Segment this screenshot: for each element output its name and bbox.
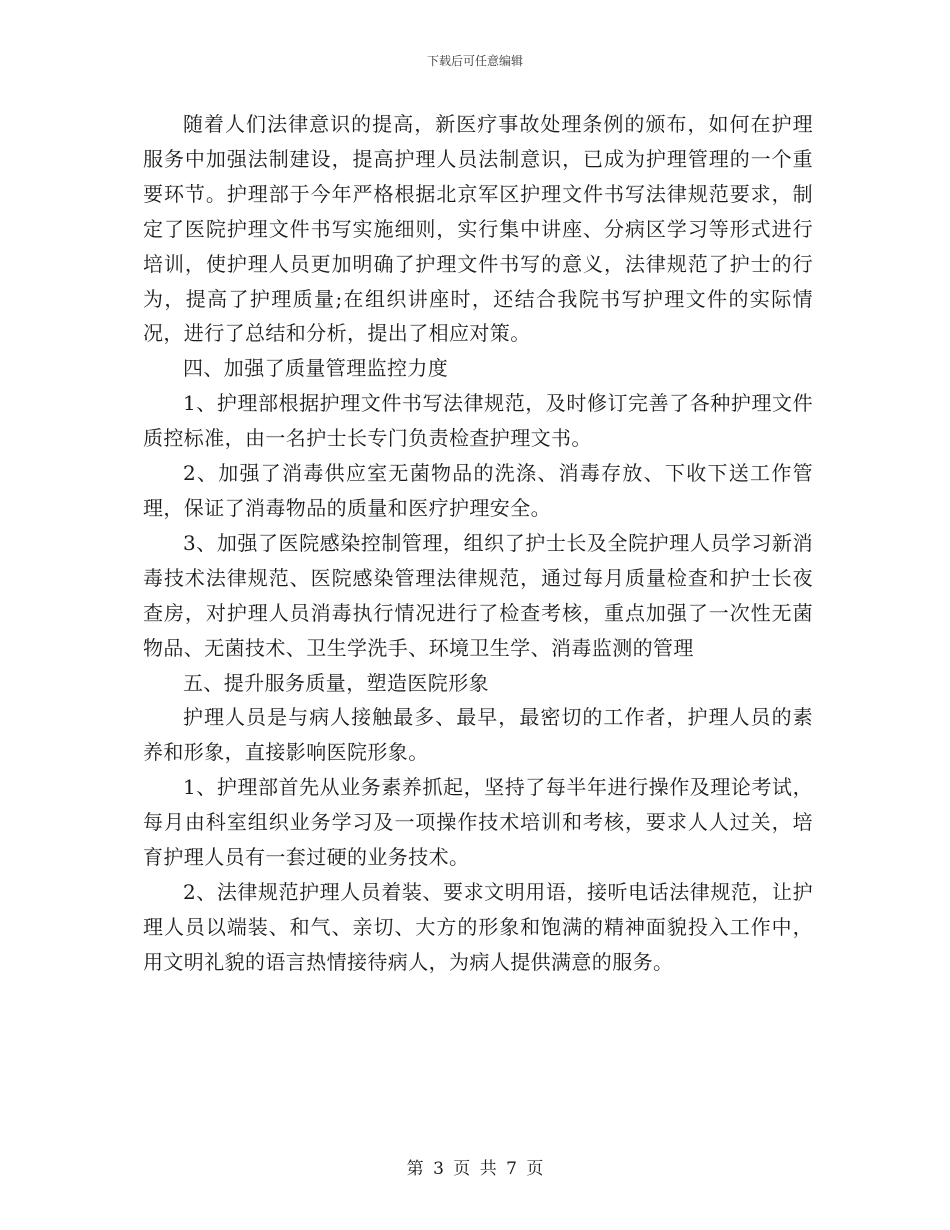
paragraph-item-3-infection-control: 3、加强了医院感染控制管理，组织了护士长及全院护理人员学习新消毒技术法律规范、医院感染管理法律规范，通过每月质量检查和护士长夜查房，对护理人员消毒执行情况进行了检查考核，重点加强了一次性无菌物品、无菌技术、卫生学洗手、环境卫生学、消毒监测的管理 [143, 530, 813, 660]
paragraph-nurse-image: 护理人员是与病人接触最多、最早，最密切的工作者，护理人员的素养和形象，直接影响医院形象。 [143, 705, 813, 765]
paragraph-item-1-training: 1、护理部首先从业务素养抓起，坚持了每半年进行操作及理论考试，每月由科室组织业务学习及一项操作技术培训和考核，要求人人过关，培育护理人员有一套过硬的业务技术。 [143, 775, 813, 870]
section-heading-quality-control: 四、加强了质量管理监控力度 [183, 356, 449, 381]
paragraph-item-2-conduct: 2、法律规范护理人员着装、要求文明用语，接听电话法律规范，让护理人员以端装、和气、亲切、大方的形象和饱满的精神面貌投入工作中，用文明礼貌的语言热情接待病人，为病人提供满意的服务。 [143, 879, 813, 974]
document-body [143, 107, 813, 980]
section-heading-service-quality: 五、提升服务质量，塑造医院形象 [183, 670, 489, 695]
paragraph-item-2-disinfection: 2、加强了消毒供应室无菌物品的洗涤、消毒存放、下收下送工作管理，保证了消毒物品的质量和医疗护理安全。 [143, 461, 813, 520]
paragraph-item-1-documents: 1、护理部根据护理文件书写法律规范，及时修订完善了各种护理文件质控标准，由一名护士长专门负责检查护理文书。 [143, 391, 813, 451]
page-number-footer: 第 3 页 共 7 页 [406, 1159, 544, 1179]
paragraph-legal-awareness: 随着人们法律意识的提高，新医疗事故处理条例的颁布，如何在护理服务中加强法制建设，提高护理人员法制意识，已成为护理管理的一个重要环节。护理部于今年严格根据北京军区护理文件书写法律规范要求，制定了医院护理文件书写实施细则，实行集中讲座、分病区学习等形式进行培训，使护理人员更加明确了护理文件书写的意义，法律规范了护士的行为，提高了护理质量;在组织讲座时，还结合我院书写护理文件的实际情况，进行了总结和分析，提出了相应对策。 [143, 112, 813, 346]
page-header-note: 下载后可任意编辑 [426, 54, 523, 68]
